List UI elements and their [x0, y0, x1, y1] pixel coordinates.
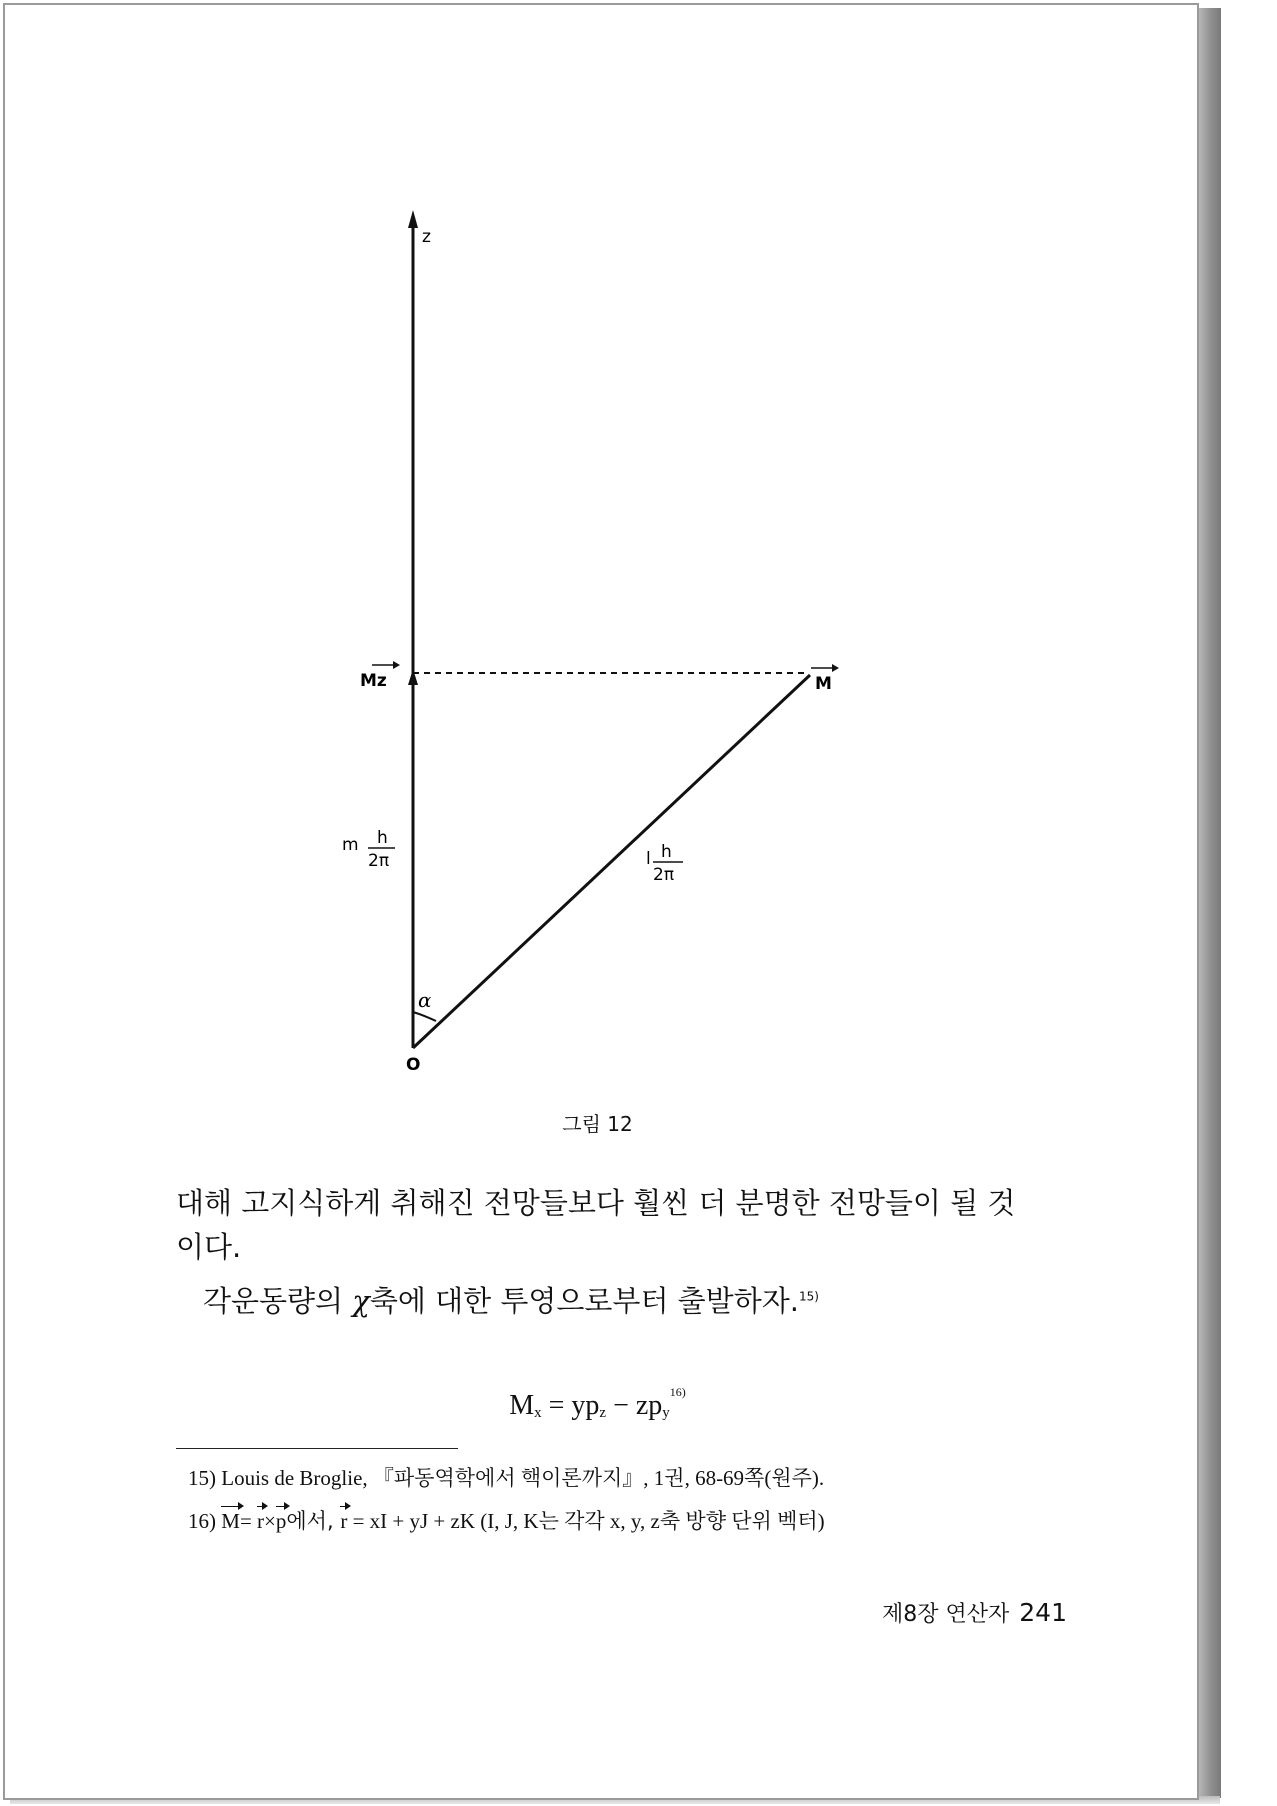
footnote-16-tail: = xI + yJ + zK (I, J, K는 각각 x, y, z축 방향 단위 벡터): [347, 1509, 825, 1533]
eq-m: M: [509, 1390, 535, 1421]
footnote-16-vec-p: p: [275, 1509, 287, 1533]
m-label: M: [815, 674, 832, 694]
origin-label: O: [406, 1055, 421, 1075]
left-fraction-den: 2π: [368, 851, 390, 871]
running-footer: [882, 1597, 1067, 1628]
paragraph-2-text-a: 각운동량의: [203, 1284, 353, 1318]
page-number: 241: [1019, 1598, 1067, 1627]
eq-sub-y: y: [662, 1405, 670, 1421]
eq-sub-x: x: [534, 1405, 542, 1421]
footnote-16-times: ×: [264, 1509, 276, 1533]
paragraph-1: [176, 1182, 1021, 1269]
z-axis-label: z: [422, 227, 431, 247]
eq-zpy: − zp: [606, 1390, 663, 1421]
paragraph-2: [203, 1280, 1048, 1324]
left-fraction-num: h: [377, 828, 388, 848]
alpha-arc: [413, 1012, 436, 1021]
footnote-16: [188, 1505, 1048, 1535]
eq-sub-z: z: [599, 1405, 607, 1421]
footnote-rule: [176, 1448, 458, 1449]
footnote-ref-16[interactable]: 16): [669, 1385, 686, 1399]
chi-symbol: χ: [352, 1284, 370, 1318]
alpha-label: α: [418, 988, 432, 1012]
footnote-16-vec-r2: r: [340, 1509, 348, 1533]
footnote-16-eq: =: [239, 1509, 258, 1533]
footnote-16-vec-m: M: [221, 1509, 240, 1533]
mz-arrowhead: [408, 669, 418, 685]
mz-label-vector-tip: [393, 661, 400, 669]
footnote-16-num: 16): [188, 1509, 222, 1533]
mz-label: Mz: [360, 671, 387, 691]
chapter-title: 제8장 연산자: [882, 1602, 1010, 1627]
footnote-15: 15) Louis de Broglie, 『파동역학에서 핵이론까지』, 1권, 68-69쪽(원주).: [188, 1466, 825, 1490]
z-axis-arrowhead: [408, 210, 418, 228]
paragraph-1-line-1: 대해 고지식하게 취해진 전망들보다 훨씬 더 분명한 전망들이 될 것: [176, 1186, 1016, 1220]
right-coefficient: l: [646, 849, 651, 869]
footnote-16-vec-r: r: [257, 1509, 265, 1533]
eq-ypz: = yp: [541, 1390, 600, 1421]
paragraph-2-text-b: 축에 대한 투영으로부터 출발하자.: [369, 1284, 799, 1318]
equation-mx: [0, 1385, 1195, 1422]
right-fraction-num: h: [661, 842, 672, 862]
footnote-16-mid: 에서,: [286, 1509, 341, 1533]
figure-caption: 그림 12: [562, 1112, 633, 1136]
right-fraction-den: 2π: [653, 865, 675, 885]
left-coefficient: m: [342, 835, 359, 855]
m-label-vector-tip: [832, 664, 839, 672]
paragraph-1-line-2: 이다.: [176, 1229, 242, 1264]
m-vector-line: [413, 675, 810, 1048]
footnote-ref-15[interactable]: 15): [798, 1289, 819, 1304]
